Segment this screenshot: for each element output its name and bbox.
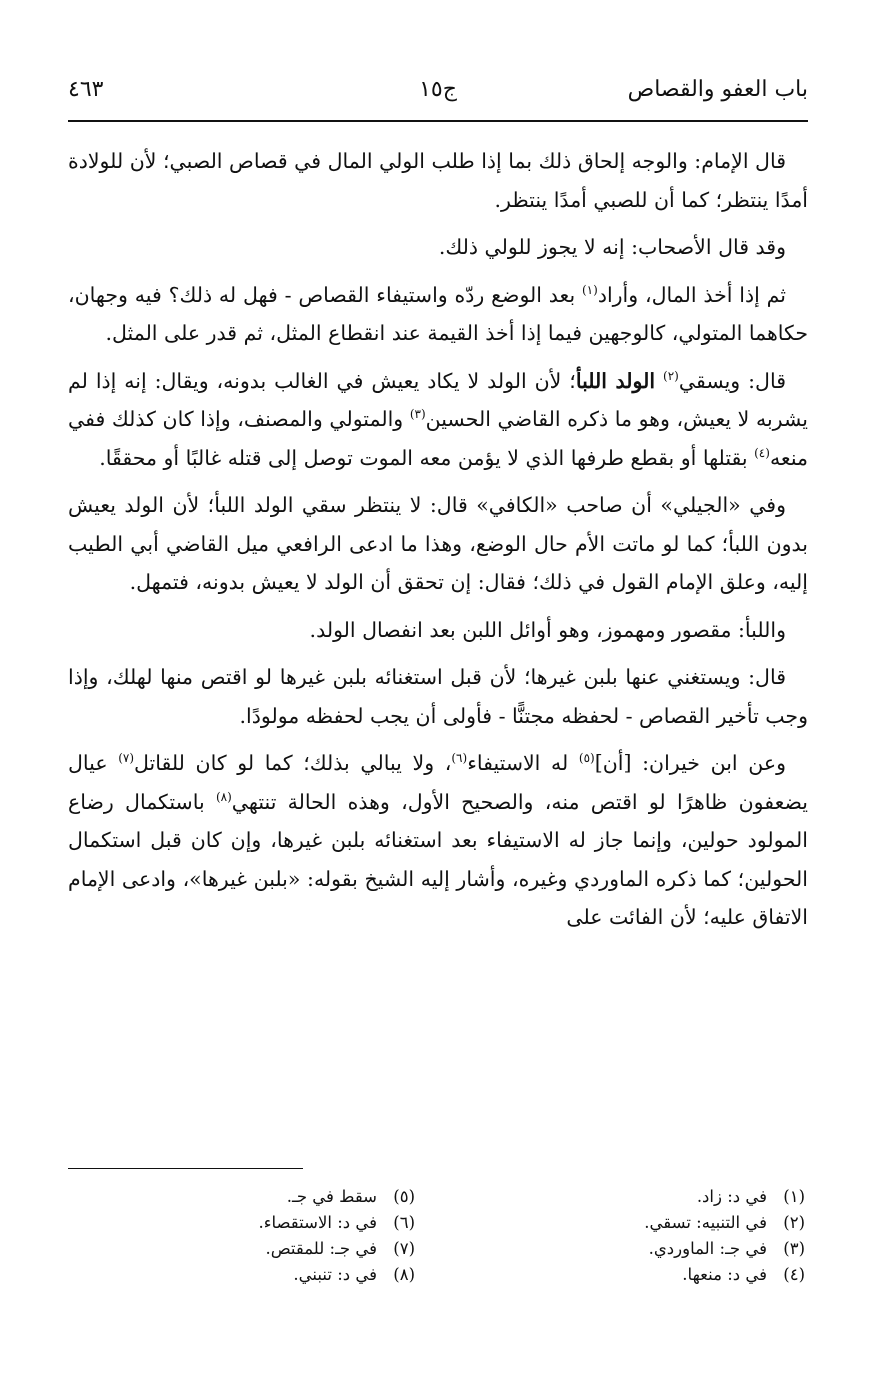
footnote-marker: (١) bbox=[581, 282, 598, 297]
paragraph bbox=[68, 142, 808, 219]
footnotes-right-column bbox=[505, 1184, 805, 1288]
footnote-marker: (٦) bbox=[451, 751, 468, 766]
text-run: قال: ويسقي bbox=[678, 368, 786, 393]
chapter-title: باب العفو والقصاص bbox=[627, 77, 808, 102]
text-run: ثم إذا أخذ المال، وأراد bbox=[597, 282, 786, 307]
footnote-marker: (٢) bbox=[663, 368, 679, 383]
main-text bbox=[68, 142, 808, 937]
footnote-item: (٧)في جـ: للمقتص. bbox=[265, 1239, 415, 1258]
paragraph bbox=[68, 611, 808, 650]
text-run: وعن ابن خيران: [أن] bbox=[594, 751, 786, 775]
text-run: وقد قال الأصحاب: إنه لا يجوز للولي ذلك. bbox=[438, 235, 786, 259]
paragraph bbox=[68, 486, 808, 602]
footnote-marker: (٧) bbox=[118, 751, 135, 766]
text-run: قال: ويستغني عنها بلبن غيرها؛ لأن قبل استغنائه بلبن غيرها لو اقتص منها لهلك، وإذا وجب تأخير القصاص - لحفظه مجتنًّا - فأولى أن يجب لحفظه مولودًا. bbox=[68, 665, 808, 728]
paragraph bbox=[68, 744, 808, 937]
bold-term: الولد اللبأ bbox=[575, 368, 656, 393]
volume-label: ج١٥ bbox=[419, 77, 457, 102]
paragraph bbox=[68, 276, 808, 353]
footnote-item: (١)في د: زاد. bbox=[696, 1187, 805, 1206]
text-run: بقتلها أو بقطع طرفها الذي لا يؤمن معه الموت توصل إلى قتله غالبًا أو محققًا. bbox=[99, 445, 755, 470]
text-run: ؛ لأن الولد لا يكاد يعيش في الغالب بدونه، ويقال: إنه إذا لم يشربه لا يعيش، وهو ما ذكره القاضي الحسين bbox=[68, 368, 808, 431]
text-run: ، ولا يبالي بذلك؛ كما لو كان للقاتل bbox=[134, 751, 452, 775]
footnote-item: (٨)في د: تنبني. bbox=[293, 1265, 415, 1284]
text-run bbox=[655, 369, 663, 393]
text-run: والمتولي والمصنف، وإذا كان كذلك ففي منعه bbox=[68, 407, 808, 470]
text-run: واللبأ: مقصور ومهموز، وهو أوائل اللبن بعد انفصال الولد. bbox=[309, 617, 786, 642]
footnote-marker: (٨) bbox=[215, 789, 232, 804]
book-page bbox=[68, 70, 808, 946]
text-run: قال الإمام: والوجه إلحاق ذلك بما إذا طلب الولي المال في قصاص الصبي؛ لأن للولادة أمدًا ينتظر؛ كما أن للصبي أمدًا ينتظر. bbox=[68, 149, 808, 212]
text-run: له الاستيفاء bbox=[467, 751, 579, 775]
footnote-item: (٥)سقط في جـ. bbox=[286, 1187, 415, 1206]
text-run: وفي «الجيلي» أن صاحب «الكافي» قال: لا ينتظر سقي الولد اللبأ؛ لأن الولد يعيش بدون اللبأ؛ كما لو ماتت الأم حال الوضع، وهذا ما ادعى الرافعي ميل القاضي أبي الطيب إليه، وعلق الإمام القول في ذلك؛ فقال: إن تحقق أن الولد لا يعيش بدونه، فتمهل. bbox=[68, 493, 808, 594]
text-run: عيال يضعفون ظاهرًا لو اقتص منه، والصحيح الأول، وهذه الحالة تنتهي bbox=[68, 751, 808, 814]
footnote-marker: (٣) bbox=[409, 407, 426, 422]
footnote-rule bbox=[68, 1168, 303, 1169]
paragraph bbox=[68, 228, 808, 267]
text-run: بعد الوضع ردّه واستيفاء القصاص - فهل له ذلك؟ فيه وجهان، حكاهما المتولي، كالوجهين فيما إذا أخذ القيمة عند انقطاع المثل، ثم قدر على المثل. bbox=[68, 282, 808, 345]
header-rule bbox=[68, 120, 808, 122]
text-run: باستكمال رضاع المولود حولين، وإنما جاز له الاستيفاء بعد استغنائه بلبن غيرها، وإن كان قبل استكمال الحولين؛ كما ذكره الماوردي وغيره، وأشار إليه الشيخ بقوله: «بلبن غيرها»، وادعى الإمام الاتفاق عليه؛ لأن الفائت على bbox=[68, 789, 808, 929]
footnote-marker: (٥) bbox=[578, 751, 595, 766]
footnote-item: (٢)في التنبيه: تسقي. bbox=[644, 1213, 805, 1232]
running-header bbox=[68, 70, 808, 110]
page-number: ٤٦٣ bbox=[68, 77, 104, 102]
footnote-item: (٤)في د: منعها. bbox=[682, 1265, 805, 1284]
paragraph bbox=[68, 362, 808, 478]
footnote-item: (٣)في جـ: الماوردي. bbox=[648, 1239, 805, 1258]
paragraph bbox=[68, 658, 808, 735]
footnote-marker: (٤) bbox=[754, 445, 770, 460]
footnotes-left-column bbox=[115, 1184, 415, 1288]
footnote-item: (٦)في د: الاستقصاء. bbox=[258, 1213, 415, 1232]
